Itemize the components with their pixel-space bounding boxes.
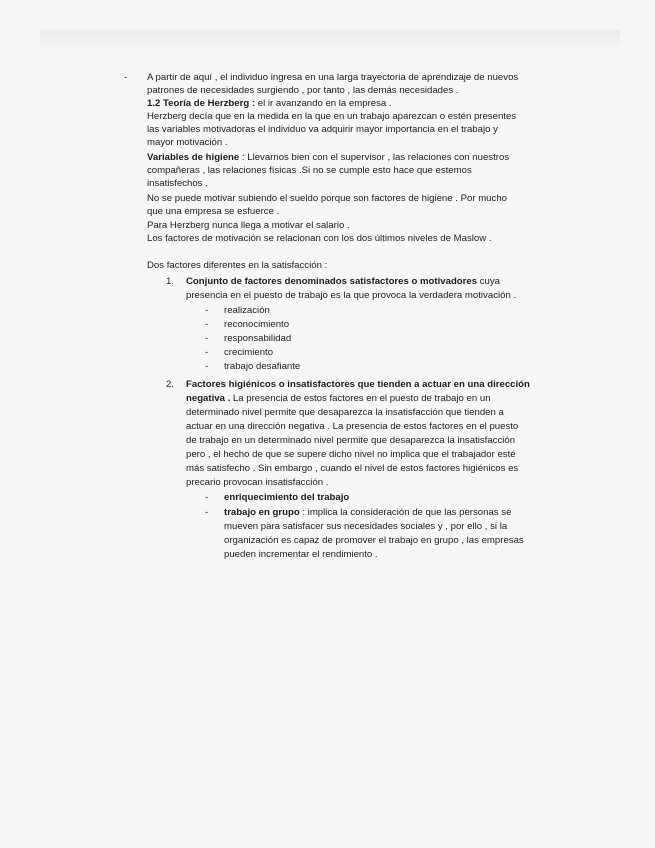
hygiene-line-2: compañeras , las relaciones físicas .Si no se cumple esto hace que estemos: [147, 165, 472, 176]
p2-line-4: Los factores de motivación se relacionan con los dos últimos niveles de Maslow .: [147, 233, 492, 244]
subitem-realizacion: realización: [224, 305, 270, 316]
item2-line-3: determinado nivel permite que desaparezca la insatisfacción que tienden a: [186, 407, 504, 418]
item2-rest-2: La presencia de estos factores en el puesto de trabajo en un: [230, 393, 491, 404]
p1-line-2: las variables motivadoras el individuo va adquirir mayor importancia en el trabajo y: [147, 124, 498, 135]
item1-rest: cuya: [477, 276, 501, 287]
sub-dash: -: [205, 347, 209, 358]
trabajo-grupo-text-1: : implica la consideración de que las personas se: [299, 507, 512, 518]
sub-dash: -: [205, 492, 209, 503]
intro-line-1: A partir de aquí , el individuo ingresa en una larga trayectoria de aprendizaje de nuevos: [147, 72, 519, 83]
section-heading-line: [147, 97, 392, 110]
subitem-reconocimiento: reconocimiento: [224, 319, 290, 330]
item2-line-4: actuar en una dirección negativa . La presencia de estos factores en el puesto: [186, 421, 519, 432]
subitem-trabajo-grupo-line-1: [224, 506, 511, 519]
subitem-trabajo-desafiante: trabajo desafiante: [224, 361, 301, 372]
p2-line-3: Para Herzberg nunca llega a motivar el salario .: [147, 220, 350, 231]
p2-line-2: que una empresa se esfuerce .: [147, 206, 280, 217]
section-heading-rest: el ir avanzando en la empresa .: [255, 98, 392, 109]
item2-bold-line-1: Factores higiénicos o insatisfactores que tienden a actuar en una dirección: [186, 379, 530, 390]
hygiene-label: Variables de higiene: [147, 152, 240, 163]
p1-line-3: mayor motivación .: [147, 137, 228, 148]
p2-line-1: No se puede motivar subiendo el sueldo porque son factores de higiene . Por mucho: [147, 193, 507, 204]
factors-title: Dos factores diferentes en la satisfacción :: [147, 260, 328, 271]
trabajo-grupo-line-3: organización es capaz de promover el trabajo en grupo , las empresas: [224, 535, 524, 546]
subitem-responsabilidad: responsabilidad: [224, 333, 292, 344]
trabajo-grupo-label: trabajo en grupo: [224, 507, 300, 518]
item2-number: 2.: [166, 379, 175, 390]
item2-bold-2: negativa .: [186, 393, 231, 404]
intro-line-2: patrones de necesidades surgiendo , por tanto , las demás necesidades .: [147, 85, 459, 96]
sub-dash: -: [205, 333, 209, 344]
item2-line-6: pero , el hecho de que se supere dicho nivel no implica que el trabajador esté: [186, 449, 516, 460]
sub-dash: -: [205, 507, 209, 518]
item1-line-1: [186, 275, 500, 288]
trabajo-grupo-line-4: pueden incrementar el rendimiento .: [224, 549, 378, 560]
sub-dash: -: [205, 305, 209, 316]
item2-line-2: [186, 392, 491, 405]
sub-dash: -: [205, 361, 209, 372]
hygiene-line-1: [147, 151, 509, 164]
subitem-crecimiento: crecimiento: [224, 347, 274, 358]
item1-bold: Conjunto de factores denominados satisfactores o motivadores: [186, 276, 478, 287]
item2-line-8: precario provocan insatisfacción .: [186, 477, 329, 488]
item2-line-5: de trabajo en un determinado nivel permite que desaparezca la insatisfacción: [186, 435, 516, 446]
item1-number: 1.: [166, 276, 175, 287]
item2-line-7: más satisfecho . Sin embargo , cuando el nivel de estos factores higiénicos es: [186, 463, 519, 474]
hygiene-text-1: : Llevarnos bien con el supervisor , las relaciones con nuestros: [239, 152, 510, 163]
p1-line-1: Herzberg decía que en la medida en la que en un trabajo aparezcan o estén presentes: [147, 111, 517, 122]
section-heading: 1.2 Teoría de Herzberg :: [147, 98, 256, 109]
scan-shadow: [40, 30, 620, 50]
trabajo-grupo-line-2: mueven para satisfacer sus necesidades sociales y , por ello , si la: [224, 521, 508, 532]
hygiene-line-3: insatisfechos .: [147, 178, 208, 189]
sub-dash: -: [205, 319, 209, 330]
subitem-enriquecimiento: enriquecimiento del trabajo: [224, 492, 350, 503]
bullet-dash: -: [124, 72, 128, 83]
item1-line-2: presencia en el puesto de trabajo es la que provoca la verdadera motivación .: [186, 290, 517, 301]
